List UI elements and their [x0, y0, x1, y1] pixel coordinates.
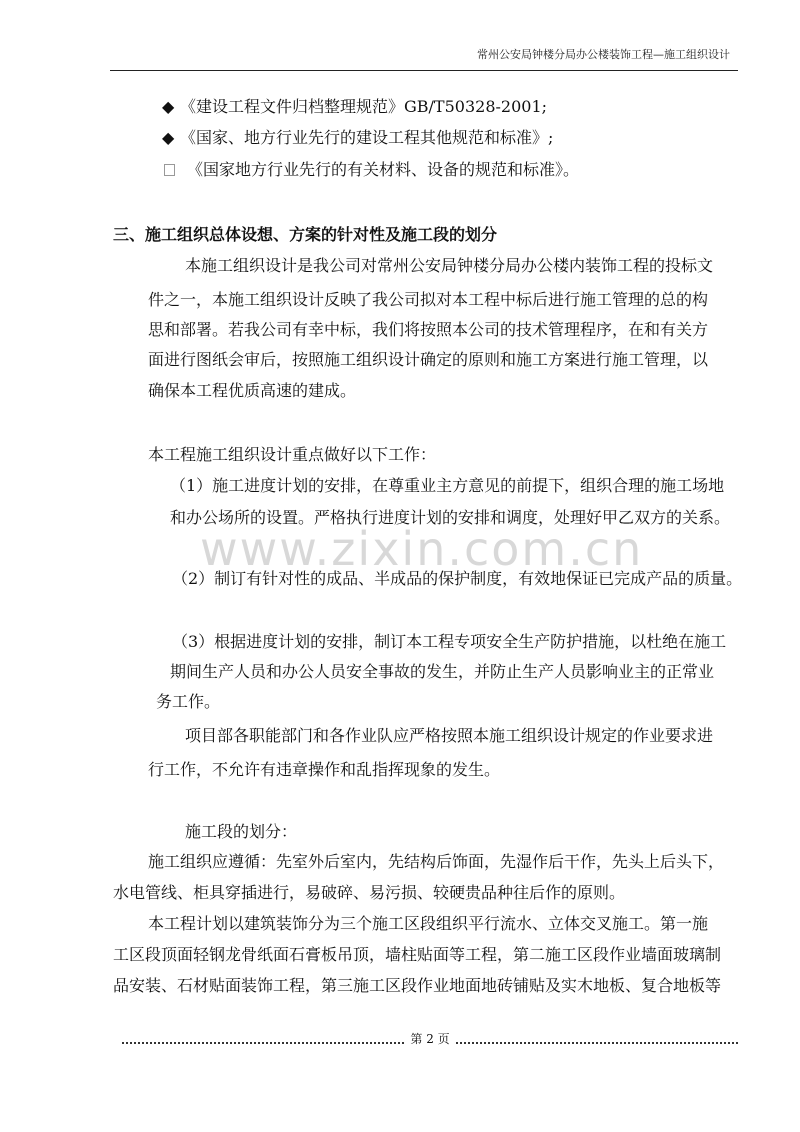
work-item-line: （1）施工进度计划的安排，在尊重业主方意见的前提下，组织合理的施工场地 [170, 476, 725, 495]
paragraph-line: 施工组织应遵循：先室外后室内，先结构后饰面，先湿作后干作，先头上后头下， [148, 852, 725, 871]
paragraph-line: 本施工组织设计是我公司对常州公安局钟楼分局办公楼内装饰工程的投标文 [185, 256, 714, 275]
reference-item [162, 128, 553, 148]
diamond-bullet-icon: ◆ [162, 128, 175, 147]
work-item-line: 和办公场所的设置。严格执行进度计划的安排和调度，处理好甲乙双方的关系。 [170, 508, 731, 527]
paragraph-line: 确保本工程优质高速的建成。 [148, 381, 357, 400]
paragraph-line: 品安装、石材贴面装饰工程，第三施工区段作业地面地砖铺贴及实木地板、复合地板等 [113, 976, 722, 995]
paragraph-line: 工区段顶面轻钢龙骨纸面石膏板吊顶，墙柱贴面等工程，第二施工区段作业墙面玻璃制 [113, 945, 722, 964]
reference-text: 《国家、地方行业先行的建设工程其他规范和标准》; [180, 128, 554, 147]
page-footer [122, 1030, 738, 1047]
paragraph-line: 面进行图纸会审后，按照施工组织设计确定的原则和施工方案进行施工管理，以 [148, 350, 709, 369]
work-item-line: （3）根据进度计划的安排，制订本工程专项安全生产防护措施，以杜绝在施工 [172, 632, 727, 651]
work-title: 本工程施工组织设计重点做好以下工作： [148, 445, 437, 464]
paragraph-line: 件之一，本施工组织设计反映了我公司拟对本工程中标后进行施工管理的总的构 [148, 290, 709, 309]
division-title: 施工段的划分： [185, 822, 298, 841]
work-item-line: 务工作。 [156, 692, 221, 711]
header-title: 常州公安局钟楼分局办公楼装饰工程—施工组织设计 [477, 48, 730, 61]
section-heading: 三、施工组织总体设想、方案的针对性及施工段的划分 [113, 225, 498, 244]
footer-dotted-leader [122, 1034, 404, 1044]
diamond-bullet-icon: ◆ [162, 97, 175, 116]
paragraph-line: 项目部各职能部门和各作业队应严格按照本施工组织设计规定的作业要求进 [185, 726, 714, 745]
work-item-line: （2）制订有针对性的成品、半成品的保护制度，有效地保证已完成产品的质量。 [172, 569, 743, 588]
header-rule [110, 70, 738, 71]
paragraph-line: 行工作，不允许有违章操作和乱指挥现象的发生。 [148, 760, 501, 779]
watermark: www.zixin.com.cn [200, 522, 644, 576]
page-number: 第 2 页 [410, 1032, 450, 1046]
reference-text: 《国家地方行业先行的有关材料、设备的规范和标准》。 [187, 160, 580, 179]
reference-item [162, 97, 547, 117]
paragraph-line: 思和部署。若我公司有幸中标，我们将按照本公司的技术管理程序，在和有关方 [148, 320, 709, 339]
paragraph-line: 水电管线、柜具穿插进行，易破碎、易污损、较硬贵品种往后作的原则。 [113, 883, 626, 902]
paragraph-line: 本工程计划以建筑装饰分为三个施工区段组织平行流水、立体交叉施工。第一施 [148, 914, 709, 933]
checkbox-bullet-icon [164, 164, 175, 176]
reference-item [164, 160, 579, 180]
work-item-line: 期间生产人员和办公人员安全事故的发生，并防止生产人员影响业主的正常业 [170, 662, 715, 681]
reference-text: 《建设工程文件归档整理规范》GB/T50328-2001; [180, 97, 548, 116]
footer-dotted-leader [456, 1034, 738, 1044]
